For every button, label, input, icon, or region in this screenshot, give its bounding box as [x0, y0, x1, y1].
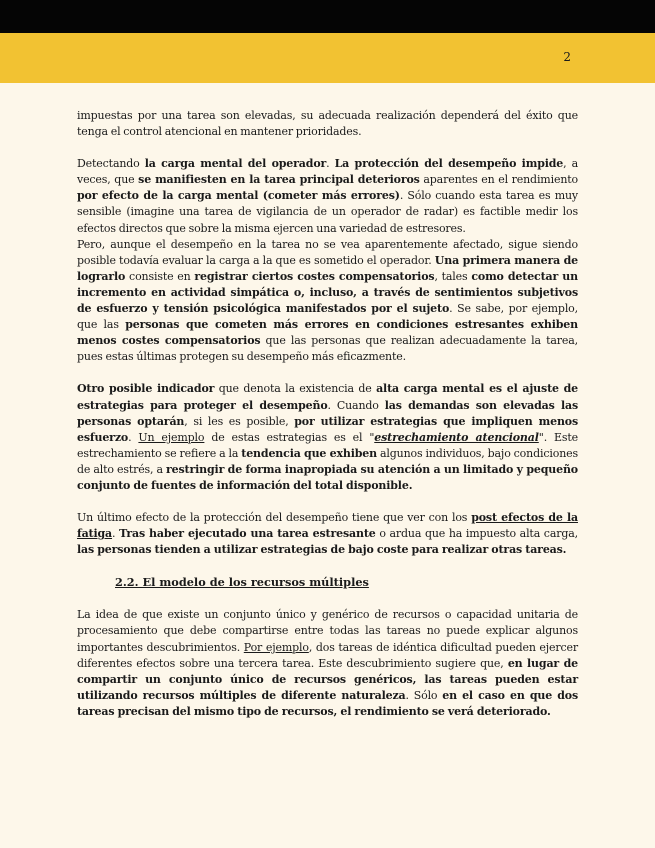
- underlined-text: Por ejemplo: [243, 640, 309, 654]
- text: Detectando: [77, 157, 145, 171]
- paragraph-1: [77, 156, 578, 236]
- bold-text: Otro posible indicador: [77, 382, 215, 396]
- text: ". Este estrechamiento se refiere a la: [77, 430, 578, 460]
- bold-text: en el caso en que dos tareas precisan del mismo tipo de recursos, el rendimiento se verá deteriorado.: [77, 688, 579, 718]
- text: de estas estrategias es el ": [204, 430, 375, 444]
- bold-text: por efecto de la carga mental (cometer más errores): [77, 189, 400, 203]
- underlined-text: Un ejemplo: [138, 430, 205, 444]
- bold-text: como detectar un incremento en actividad simpática o, incluso, a través de sentimientos subjetivos de esfuerzo y tensión psicológica manifestados por el sujeto: [77, 269, 578, 316]
- text: aparentes en el rendimiento: [419, 173, 578, 187]
- text: .: [112, 527, 120, 541]
- bold-text: las demandas son elevadas las personas optarán: [77, 398, 579, 428]
- text: impuestas por una tarea son elevadas, su adecuada realización dependerá del éxito que tenga el control atencional en mantener prioridades.: [77, 109, 578, 139]
- text: . Sólo cuando esta tarea es muy sensible (imagine una tarea de vigilancia de un operador de radar) es factible medir los efectos directos que sobre la misma ejercen una variedad de estresores.: [77, 189, 578, 235]
- bold-text: por utilizar estrategias que impliquen menos esfuerzo: [77, 414, 579, 444]
- text: .: [128, 430, 139, 444]
- bold-text: se manifiesten en la tarea principal deterioros: [138, 173, 420, 187]
- text: , si les es posible,: [184, 414, 295, 428]
- bold-text: Una primera manera de lograrlo: [77, 253, 578, 283]
- bold-text: las personas tienden a utilizar estrategias de bajo coste para realizar otras tareas.: [77, 543, 567, 557]
- bold-text: personas que cometen más errores en condiciones estresantes exhiben menos costes compensatorios: [77, 318, 578, 348]
- bold-text: registrar ciertos costes compensatorios: [194, 269, 435, 283]
- bold-text: la carga mental del operador: [144, 157, 327, 171]
- text: algunos individuos, bajo condiciones de alto estrés, a: [77, 446, 578, 476]
- text: . Se sabe, por ejemplo, que las: [77, 302, 578, 332]
- top-black-bar: [0, 0, 655, 33]
- text: . Cuando: [327, 398, 385, 412]
- bold-text: restringir de forma inapropiada su atención a un limitado y pequeño conjunto de fuentes de información del total disponible.: [77, 462, 578, 492]
- text: .: [326, 157, 335, 171]
- text: , tales: [434, 269, 472, 283]
- text: La idea de que existe un conjunto único y genérico de recursos o capacidad unitaria de procesamiento que debe compartirse entre todas las tareas no puede explicar algunos importantes descubrimientos.: [77, 608, 578, 654]
- text: , dos tareas de idéntica dificultad pueden ejercer diferentes efectos sobre una tercera tarea. Este descubrimiento sugiere que,: [77, 640, 578, 670]
- text: . Sólo: [405, 688, 443, 702]
- underlined-bold-italic-text: estrechamiento atencional: [374, 430, 539, 444]
- paragraph-5: [77, 607, 578, 720]
- paragraph-4: [77, 510, 578, 558]
- document-body: [77, 108, 578, 720]
- bold-text: Tras haber ejecutado una tarea estresante: [119, 527, 376, 541]
- page-header: [0, 33, 655, 83]
- bold-text: en lugar de compartir un conjunto único de recursos genéricos, las tareas pueden estar utilizando recursos múltiples de diferente naturaleza: [77, 656, 578, 702]
- underlined-bold-text: post efectos de la fatiga: [77, 511, 578, 541]
- paragraph-3: [77, 381, 578, 494]
- paragraph-0: [77, 108, 578, 140]
- section-heading: 2.2. El modelo de los recursos múltiples: [115, 575, 369, 590]
- paragraph-2: [77, 237, 578, 366]
- text: Pero, aunque el desempeño en la tarea no se vea aparentemente afectado, sigue siendo posible todavía evaluar la carga a la que es sometido el operador.: [77, 237, 578, 267]
- text: consiste en: [125, 269, 195, 283]
- text: Un último efecto de la protección del desempeño tiene que ver con los: [77, 511, 472, 525]
- text: , a veces, que: [77, 157, 578, 187]
- bold-text: alta carga mental es el ajuste de estrategias para proteger el desempeño: [77, 382, 578, 412]
- text: o ardua que ha impuesto alta carga,: [375, 527, 578, 541]
- text: que denota la existencia de: [214, 382, 377, 396]
- text: que las personas que realizan adecuadamente la tarea, pues estas últimas protegen su desempeño más eficazmente.: [77, 334, 578, 364]
- bold-text: tendencia que exhiben: [241, 446, 377, 460]
- page-number: 2: [563, 50, 571, 64]
- bold-text: La protección del desempeño impide: [334, 157, 564, 171]
